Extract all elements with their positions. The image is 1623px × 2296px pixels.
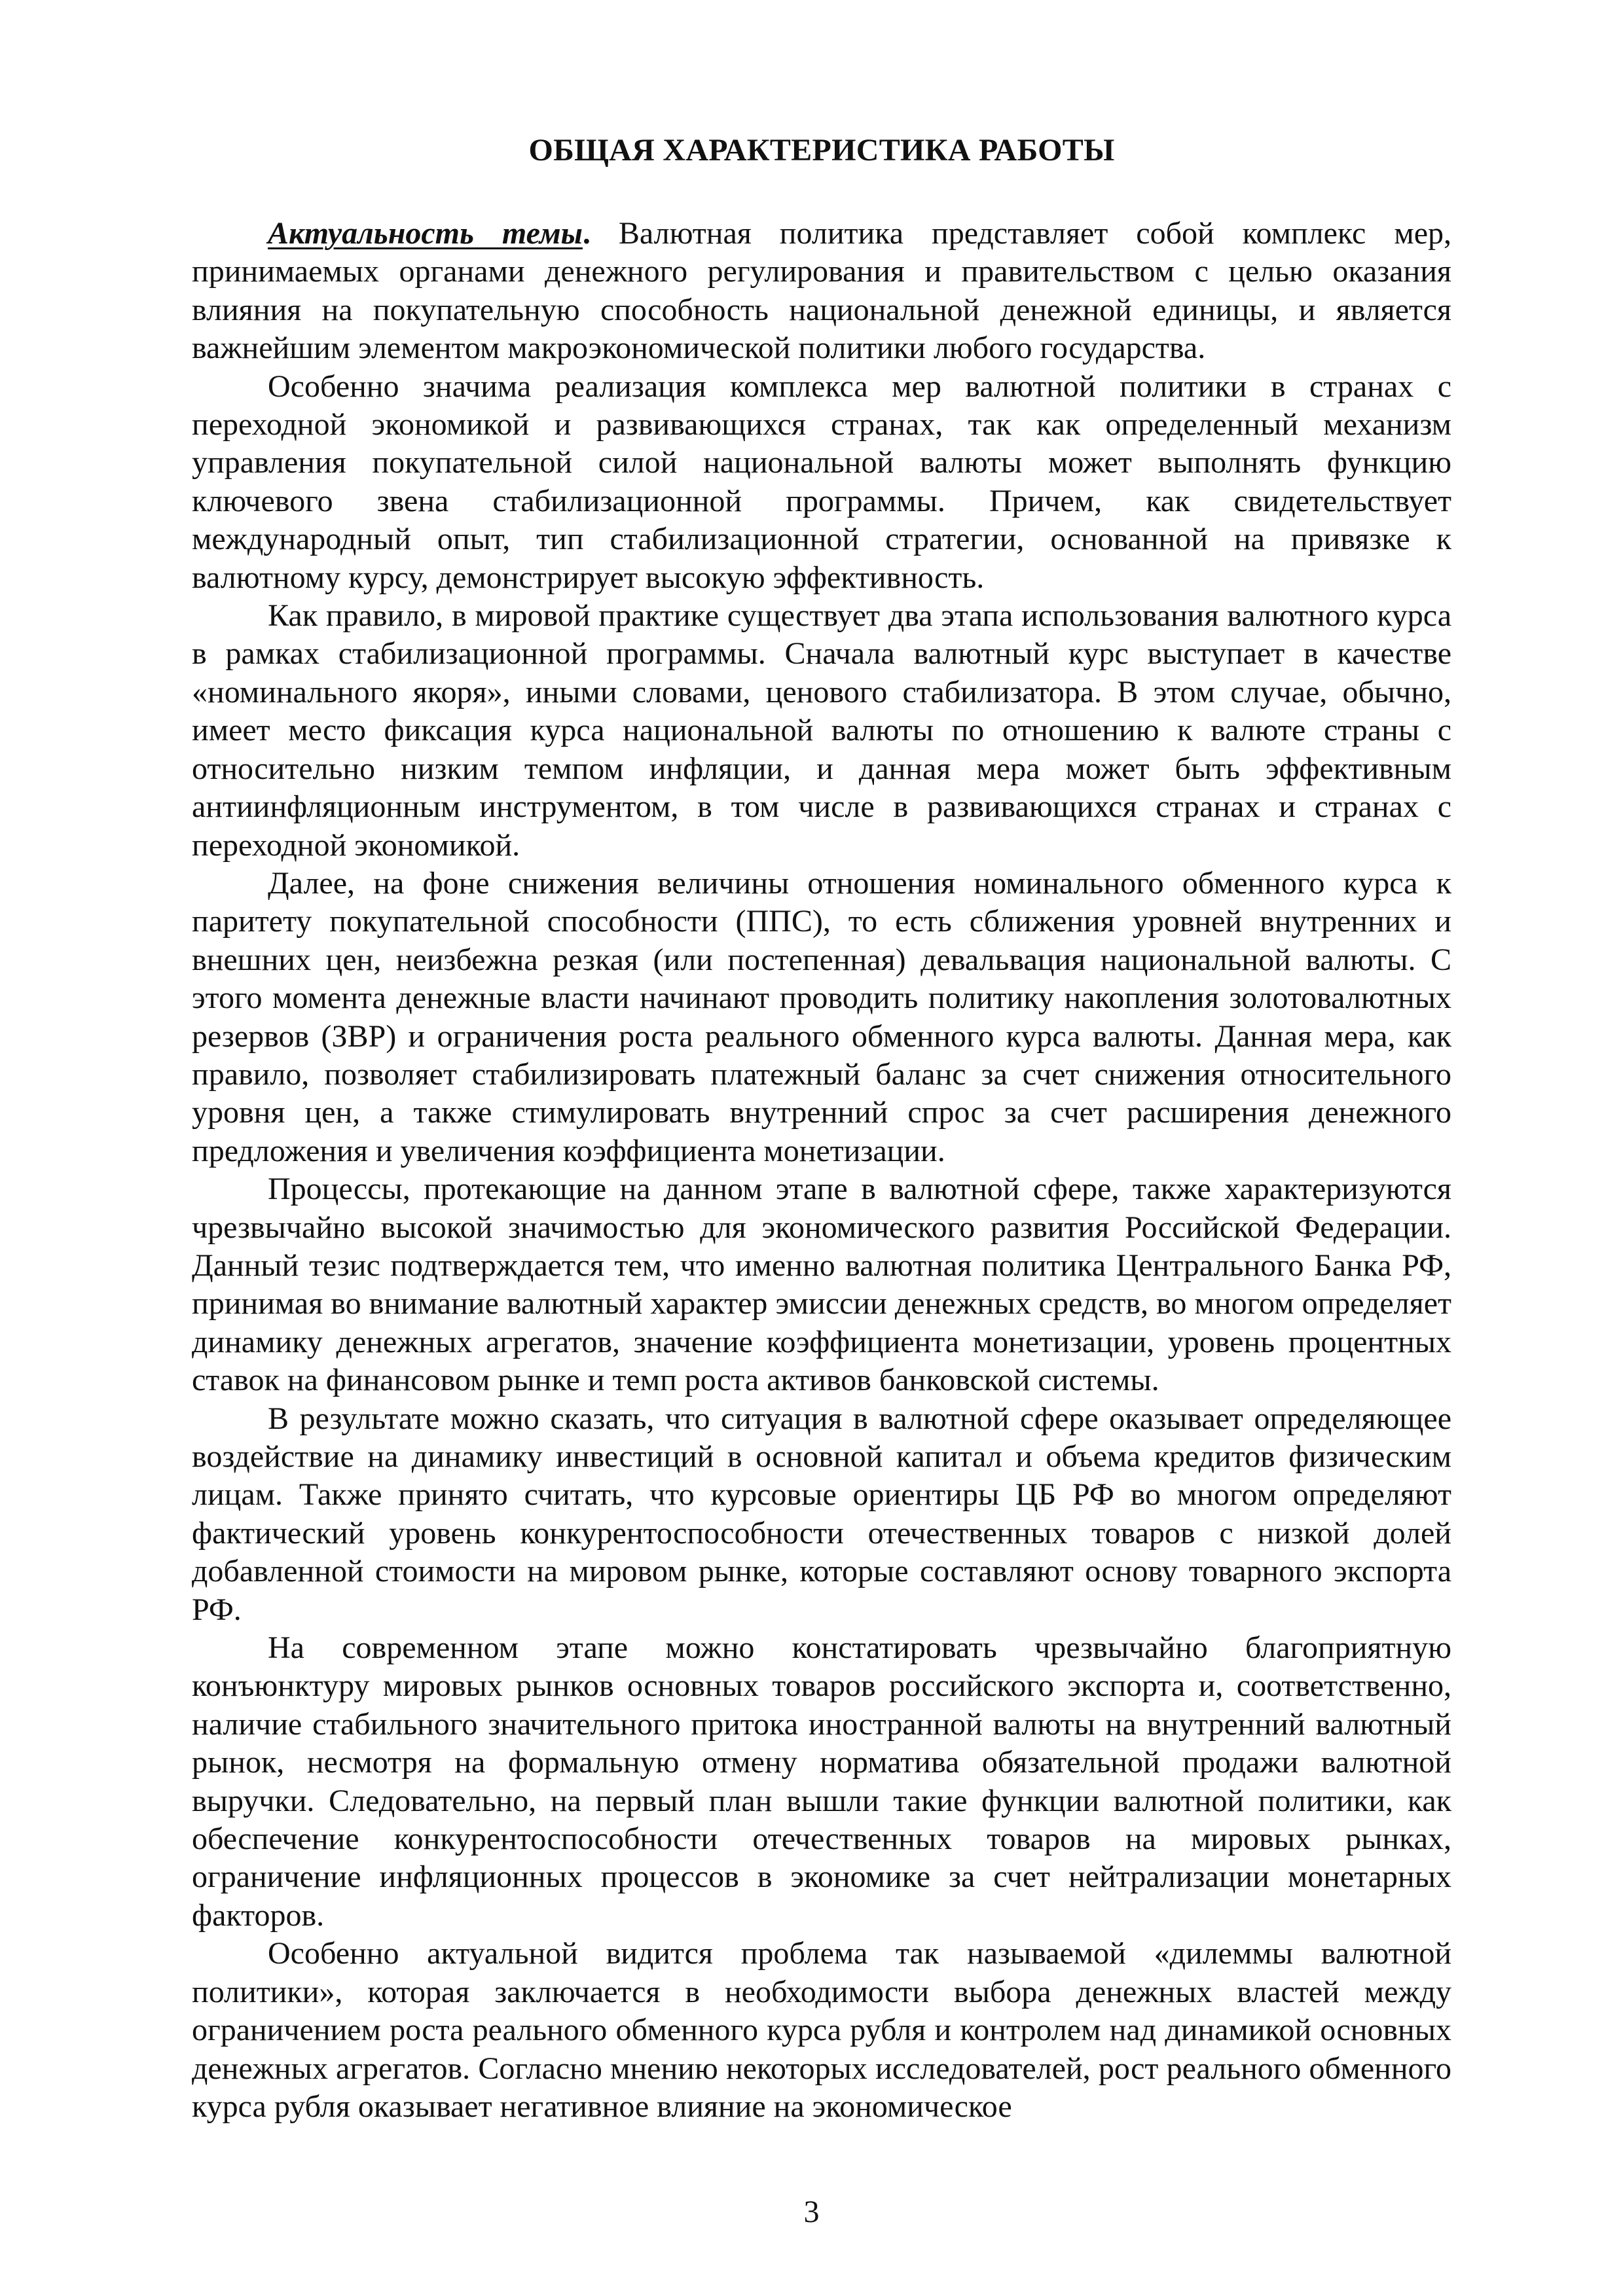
paragraph-policy-dilemma: Особенно актуальной видится проблема так называемой «дилеммы валютной политики», которая заключается в необходимости выбора денежных властей между ограничением роста реального обменного курса рубля и контролем над динамикой основных денежных агрегатов. Согласно мнению некоторых исследователей, рост реального обменного курса рубля оказывает негативное влияние на экономическое [192, 1936, 1451, 2124]
paragraph-investment-impact: В результате можно сказать, что ситуация в валютной сфере оказывает определяющее воздействие на динамику инвестиций в основной капитал и объема кредитов физическим лицам. Также принято считать, что курсовые ориентиры ЦБ РФ во многом определяют фактический уровень конкурентоспособности отечественных товаров с низкой долей добавленной стоимости на мировом рынке, которые составляют основу товарного экспорта РФ. [192, 1401, 1451, 1627]
paragraph-relevance [192, 215, 1451, 368]
relevance-text: Валютная политика представляет собой комплекс мер, принимаемых органами денежного регулирования и правительством с целью оказания влияния на покупательную способность национальной денежной единицы, и является важнейшим элементом макроэкономической политики любого государства. [192, 216, 1452, 366]
paragraph-devaluation: Далее, на фоне снижения величины отношения номинального обменного курса к паритету покупательной способности (ППС), то есть сближения уровней внутренних и внешних цен, неизбежна резкая (или постепенная) девальвация национальной валюты. С этого момента денежные власти начинают проводить политику накопления золотовалютных резервов (ЗВР) и ограничения роста реального обменного курса валюты. Данная мера, как правило, позволяет стабилизировать платежный баланс за счет снижения относительного уровня цен, а также стимулировать внутренний спрос за счет расширения денежного предложения и увеличения коэффициента монетизации. [192, 865, 1451, 1168]
page-number: 3 [803, 2195, 820, 2229]
paragraph-transition-economies: Особенно значима реализация комплекса мер валютной политики в странах с переходной экономикой и развивающихся странах, так как определенный механизм управления покупательной силой национальной валюты может выполнять функцию ключевого звена стабилизационной программы. Причем, как свидетельствует международный опыт, тип стабилизационной стратегии, основанной на привязке к валютному курсу, демонстрирует высокую эффективность. [192, 368, 1451, 595]
document-title: ОБЩАЯ ХАРАКТЕРИСТИКА РАБОТЫ [528, 133, 1115, 168]
paragraph-current-stage: На современном этапе можно констатировать чрезвычайно благоприятную конъюнктуру мировых рынков основных товаров российского экспорта и, соответственно, наличие стабильного значительного притока иностранной валюты на внутренний валютный рынок, несмотря на формальную отмену норматива обязательной продажи валютной выручки. Следовательно, на первый план вышли такие функции валютной политики, как обеспечение конкурентоспособности отечественных товаров на мировых рынках, ограничение инфляционных процессов в экономике за счет нейтрализации монетарных факторов. [192, 1630, 1451, 1933]
paragraph-two-stages: Как правило, в мировой практике существует два этапа использования валютного курса в рамках стабилизационной программы. Сначала валютный курс выступает в качестве «номинального якоря», иными словами, ценового стабилизатора. В этом случае, обычно, имеет место фиксация курса национальной валюты по отношению к валюте страны с относительно низким темпом инфляции, и данная мера может быть эффективным антиинфляционным инструментом, в том числе в развивающихся странах и странах с переходной экономикой. [192, 598, 1451, 863]
relevance-heading: Актуальность темы [268, 216, 583, 251]
relevance-heading-period: . [582, 216, 591, 251]
paragraph-russian-significance: Процессы, протекающие на данном этапе в валютной сфере, также характеризуются чрезвычайно высокой значимостью для экономического развития Российской Федерации. Данный тезис подтверждается тем, что именно валютная политика Центрального Банка РФ, принимая во внимание валютный характер эмиссии денежных средств, во многом определяет динамику денежных агрегатов, значение коэффициента монетизации, уровень процентных ставок на финансовом рынке и темп роста активов банковской системы. [192, 1172, 1451, 1398]
page-content [192, 131, 1451, 2126]
